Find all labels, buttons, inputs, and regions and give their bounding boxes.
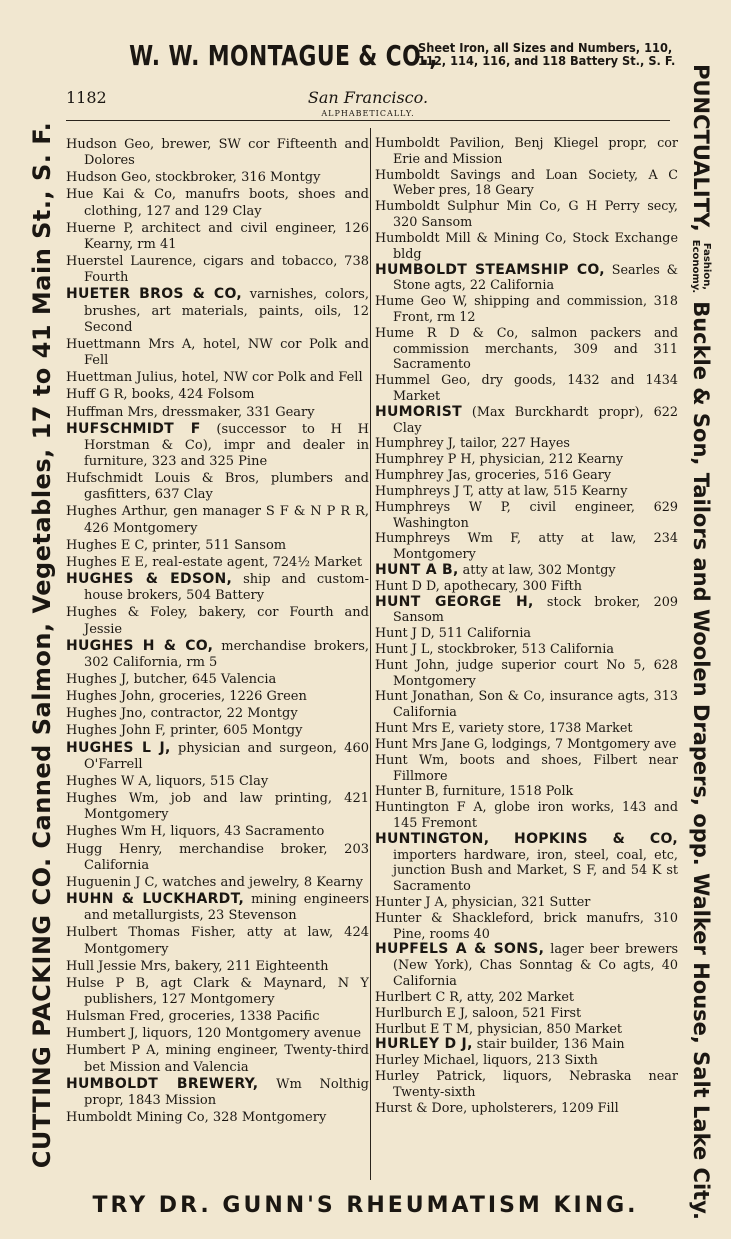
- directory-entry: [375, 1053, 678, 1069]
- entry-text: Hufschmidt Louis & Bros, plumbers and gasfitters, 637 Clay: [66, 471, 369, 503]
- directory-entry: [66, 253, 369, 286]
- entry-text: Huettmann Mrs A, hotel, NW cor Polk and Fell: [66, 336, 369, 369]
- directory-entry: [375, 942, 678, 989]
- directory-entry: [375, 832, 678, 895]
- directory-entry: [375, 737, 678, 753]
- directory-entry: [66, 638, 369, 671]
- entry-text: Hurlbut E T M, physician, 850 Market: [375, 1021, 623, 1037]
- directory-entry: [66, 1042, 369, 1075]
- directory-entry: [375, 373, 678, 405]
- entry-text: Hummel Geo, dry goods, 1432 and 1434 Market: [375, 373, 678, 404]
- directory-entry: [66, 975, 369, 1008]
- entry-text: atty at law, 302 Montgy: [458, 562, 616, 578]
- directory-entry: [375, 500, 678, 532]
- directory-entry: [66, 722, 369, 739]
- entry-bold-name: HUHN & LUCKHARDT,: [66, 891, 245, 908]
- directory-entry: [66, 841, 369, 874]
- entry-bold-name: HUGHES L J,: [66, 739, 171, 756]
- entry-text: stair builder, 136 Main: [472, 1037, 625, 1053]
- entry-bold-name: HUFSCHMIDT F: [66, 420, 201, 437]
- right-ad-fashion: Fashion,: [701, 242, 712, 291]
- directory-entry: [375, 231, 678, 263]
- directory-entry: [375, 468, 678, 484]
- entry-bold-name: HUETER BROS & CO,: [66, 286, 242, 303]
- directory-entry: [375, 136, 678, 168]
- directory-entry: [375, 436, 678, 452]
- entry-text: Hunter B, furniture, 1518 Polk: [375, 784, 574, 800]
- directory-entry: [375, 531, 678, 563]
- directory-entry: [66, 891, 369, 924]
- entry-text: Hulse P B, agt Clark & Maynard, N Y publishers, 127 Montgomery: [66, 975, 369, 1007]
- top-ad-line2: 112, 114, 116, and 118 Battery St., S. F.: [418, 54, 676, 68]
- directory-entry: [66, 705, 369, 722]
- entry-text: Hunt Mrs Jane G, lodgings, 7 Montgomery ave: [375, 736, 677, 752]
- top-ad-company: W. W. MONTAGUE & CO.,: [129, 38, 439, 72]
- entry-text: Hurley Michael, liquors, 213 Sixth: [375, 1053, 598, 1069]
- entry-text: Humboldt Sulphur Min Co, G H Perry secy, 320 Sansom: [375, 199, 678, 231]
- entry-text: Hunt Mrs E, variety store, 1738 Market: [375, 721, 633, 737]
- right-ad-part2: Buckle & Son, Tailors and Woolen Drapers, opp. Walker House, Salt Lake City.: [689, 301, 713, 1220]
- directory-entry: [66, 1076, 369, 1109]
- entry-text: Hughes Wm, job and law printing, 421 Montgomery: [66, 791, 369, 823]
- directory-entry: [375, 579, 678, 595]
- directory-entry: [66, 740, 369, 773]
- directory-entry: [375, 452, 678, 468]
- directory-entry: [375, 990, 678, 1006]
- directory-entry: [66, 404, 369, 421]
- directory-entry: [375, 895, 678, 911]
- entry-text: Hughes E E, real-estate agent, 724½ Market: [66, 554, 363, 570]
- entry-bold-name: HUNT GEORGE H,: [375, 593, 534, 610]
- entry-bold-name: HUMBOLDT STEAMSHIP CO,: [375, 261, 605, 278]
- entry-text: Humboldt Mining Co, 328 Montgomery: [66, 1110, 327, 1126]
- entry-text: Hunt D D, apothecary, 300 Fifth: [375, 578, 583, 594]
- entry-text: Wm Nolthig propr, 1843 Mission: [84, 1076, 369, 1108]
- entry-text: Humphreys W P, civil engineer, 629 Washington: [375, 499, 678, 531]
- entry-text: Hughes Jno, contractor, 22 Montgy: [66, 706, 298, 722]
- directory-entry: [66, 336, 369, 369]
- directory-entry: [66, 186, 369, 219]
- entry-text: mining engineers and metallurgists, 23 Stevenson: [84, 892, 369, 924]
- directory-entry: [66, 671, 369, 688]
- directory-entry: [66, 369, 369, 386]
- entry-text: Hunt Jonathan, Son & Co, insurance agts, 313 California: [375, 689, 678, 721]
- entry-text: Hunter J A, physician, 321 Sutter: [375, 895, 591, 910]
- top-ad-details: [418, 42, 675, 68]
- directory-entry: [375, 168, 678, 200]
- directory-entry: [66, 386, 369, 403]
- entry-text: (Max Burckhardt propr), 622 Clay: [393, 404, 678, 436]
- directory-entry: [375, 1101, 678, 1117]
- directory-entry: [66, 688, 369, 705]
- entry-text: Hunt John, judge superior court No 5, 628 Montgomery: [375, 657, 678, 689]
- entry-text: Hughes & Foley, bakery, cor Fourth and Jessie: [66, 605, 369, 637]
- entry-text: Humbert J, liquors, 120 Montgomery avenue: [66, 1026, 362, 1042]
- entry-text: Huffman Mrs, dressmaker, 331 Geary: [66, 404, 315, 420]
- directory-entry: [375, 405, 678, 437]
- entry-text: physician and surgeon, 460 O'Farrell: [84, 740, 369, 772]
- entry-text: Hume R D & Co, salmon packers and commission merchants, 309 and 311 Sacramento: [375, 325, 678, 373]
- directory-entry: [375, 658, 678, 690]
- entry-text: Hurley Patrick, liquors, Nebraska near Twenty-sixth: [375, 1068, 678, 1100]
- entry-text: Hughes J, butcher, 645 Valencia: [66, 672, 277, 687]
- right-ad-part1: PUNCTUALITY,: [689, 64, 713, 232]
- directory-entry: [375, 721, 678, 737]
- directory-entry: [375, 1006, 678, 1022]
- directory-entry: [375, 626, 678, 642]
- entry-text: Hunt Wm, boots and shoes, Filbert near Fillmore: [375, 752, 678, 784]
- entry-text: Huguenin J C, watches and jewelry, 8 Kearny: [66, 874, 363, 890]
- entry-text: Searles & Stone agts, 22 California: [393, 262, 678, 294]
- directory-entry: [66, 421, 369, 470]
- directory-entry: [375, 800, 678, 832]
- entry-bold-name: HUNT A B,: [375, 561, 459, 578]
- bottom-advertisement: TRY DR. GUNN'S RHEUMATISM KING.: [92, 1192, 639, 1218]
- page-header: [66, 86, 670, 121]
- entry-text: Humphrey Jas, groceries, 516 Geary: [375, 468, 612, 484]
- left-side-advertisement: CUTTING PACKING CO. Canned Salmon, Vegetables, 17 to 41 Main St., S. F.: [28, 121, 56, 1169]
- directory-entry: [375, 784, 678, 800]
- directory-entry: [66, 604, 369, 637]
- right-side-advertisement: [684, 64, 718, 1220]
- directory-entry: [375, 911, 678, 943]
- directory-entry: [66, 924, 369, 957]
- right-column: [375, 136, 678, 1116]
- directory-entry: [66, 1008, 369, 1025]
- entry-text: Hughes Arthur, gen manager S F & N P R R, 426 Montgomery: [66, 504, 369, 536]
- directory-entry: [66, 554, 369, 571]
- entry-text: Humboldt Savings and Loan Society, A C Weber pres, 18 Geary: [375, 167, 678, 199]
- entry-text: Huerstel Laurence, cigars and tobacco, 738 Fourth: [66, 254, 369, 286]
- entry-text: Hulsman Fred, groceries, 1338 Pacific: [66, 1009, 320, 1025]
- entry-text: stock broker, 209 Sansom: [393, 594, 678, 626]
- entry-text: Hunter & Shackleford, brick manufrs, 310 Pine, rooms 40: [375, 910, 678, 942]
- entry-text: Hughes John, groceries, 1226 Green: [66, 689, 307, 705]
- directory-entry: [66, 790, 369, 823]
- directory-entry: [66, 537, 369, 554]
- directory-entry: [66, 571, 369, 604]
- directory-entry: [66, 773, 369, 790]
- entry-text: Huettman Julius, hotel, NW cor Polk and Fell: [66, 370, 363, 386]
- entry-bold-name: HUMBOLDT BREWERY,: [66, 1075, 259, 1092]
- entry-text: Hughes W A, liquors, 515 Clay: [66, 773, 269, 789]
- page-subtitle: ALPHABETICALLY.: [321, 109, 415, 118]
- directory-entry: [375, 294, 678, 326]
- top-advertisement: [0, 30, 731, 80]
- directory-entry: [66, 1025, 369, 1042]
- entry-bold-name: HUGHES H & CO,: [66, 637, 214, 654]
- entry-text: Hughes E C, printer, 511 Sansom: [66, 537, 287, 553]
- directory-entry: [66, 169, 369, 186]
- directory-entry: [375, 689, 678, 721]
- directory-entry: [375, 326, 678, 373]
- directory-entry: [375, 753, 678, 785]
- page-number: 1182: [66, 88, 107, 107]
- directory-entry: [375, 1022, 678, 1038]
- directory-entry: [375, 199, 678, 231]
- entry-text: Hulbert Thomas Fisher, atty at law, 424 Montgomery: [66, 925, 369, 957]
- entry-text: Hurlbert C R, atty, 202 Market: [375, 989, 574, 1005]
- directory-entry: [66, 1109, 369, 1126]
- entry-text: Hurst & Dore, upholsterers, 1209 Fill: [375, 1100, 619, 1116]
- entry-bold-name: HUMORIST: [375, 403, 462, 420]
- directory-entry: [375, 563, 678, 579]
- entry-text: Humbert P A, mining engineer, Twenty-third bet Mission and Valencia: [66, 1043, 369, 1075]
- entry-text: Hume Geo W, shipping and commission, 318 Front, rm 12: [375, 294, 678, 325]
- right-ad-fashion-economy: [690, 240, 712, 293]
- entry-text: Hue Kai & Co, manufrs boots, shoes and clothing, 127 and 129 Clay: [66, 187, 369, 219]
- entry-text: Humphreys J T, atty at law, 515 Kearny: [375, 483, 628, 499]
- directory-entry: [66, 503, 369, 536]
- entry-bold-name: HURLEY D J,: [375, 1036, 473, 1053]
- entry-text: lager beer brewers (New York), Chas Sonntag & Co agts, 40 California: [393, 942, 678, 990]
- entry-text: Hughes Wm H, liquors, 43 Sacramento: [66, 824, 325, 840]
- entry-text: ship and custom-house brokers, 504 Battery: [84, 572, 369, 604]
- directory-entry: [66, 136, 369, 169]
- entry-text: Hurlburch E J, saloon, 521 First: [375, 1005, 582, 1021]
- entry-text: merchandise brokers, 302 California, rm 5: [84, 638, 370, 670]
- directory-entry: [66, 823, 369, 840]
- entry-text: Hunt J L, stockbroker, 513 California: [375, 642, 614, 657]
- page-title: San Francisco.: [307, 88, 429, 107]
- entry-text: Humboldt Pavilion, Benj Kliegel propr, cor Erie and Mission: [375, 136, 678, 167]
- entry-text: Hunt J D, 511 California: [375, 626, 532, 642]
- entry-text: importers hardware, iron, steel, coal, etc, junction Bush and Market, S F, and 54 K st Sacramento: [393, 847, 678, 895]
- entry-text: Huff G R, books, 424 Folsom: [66, 387, 255, 403]
- entry-text: Hudson Geo, stockbroker, 316 Montgy: [66, 170, 321, 186]
- directory-entry: [375, 484, 678, 500]
- directory-entry: [375, 263, 678, 295]
- entry-text: Hughes John F, printer, 605 Montgy: [66, 723, 303, 739]
- directory-entry: [66, 220, 369, 253]
- left-column: [66, 136, 369, 1126]
- directory-entry: [66, 286, 369, 335]
- entry-text: varnishes, colors, brushes, art materials, paints, oils, 12 Second: [84, 287, 369, 335]
- right-ad-economy: Economy.: [690, 239, 701, 294]
- directory-entry: [66, 874, 369, 891]
- directory-entry: [375, 1069, 678, 1101]
- entry-text: Humphrey P H, physician, 212 Kearny: [375, 452, 624, 468]
- entry-text: Humphrey J, tailor, 227 Hayes: [375, 436, 570, 452]
- entry-text: Huntington F A, globe iron works, 143 and 145 Fremont: [375, 800, 678, 831]
- top-ad-line1: Sheet Iron, all Sizes and Numbers, 110,: [418, 41, 673, 55]
- directory-entry: [375, 1037, 678, 1053]
- entry-text: Huerne P, architect and civil engineer, 126 Kearny, rm 41: [66, 220, 369, 252]
- entry-text: (successor to H H Horstman & Co), impr and dealer in furniture, 323 and 325 Pine: [84, 421, 369, 469]
- entry-text: Humphreys Wm F, atty at law, 234 Montgomery: [375, 531, 678, 563]
- column-divider: [370, 128, 371, 1180]
- entry-bold-name: HUNTINGTON, HOPKINS & CO,: [375, 830, 678, 847]
- directory-entry: [375, 642, 678, 658]
- directory-entry: [66, 470, 369, 503]
- entry-text: Hugg Henry, merchandise broker, 203 California: [66, 841, 369, 873]
- entry-bold-name: HUGHES & EDSON,: [66, 571, 233, 588]
- directory-entry: [375, 595, 678, 627]
- entry-bold-name: HUPFELS A & SONS,: [375, 941, 545, 958]
- entry-text: Hudson Geo, brewer, SW cor Fifteenth and Dolores: [66, 137, 369, 169]
- entry-text: Humboldt Mill & Mining Co, Stock Exchange bldg: [375, 230, 678, 262]
- entry-text: Hull Jessie Mrs, bakery, 211 Eighteenth: [66, 958, 329, 974]
- directory-entry: [66, 958, 369, 975]
